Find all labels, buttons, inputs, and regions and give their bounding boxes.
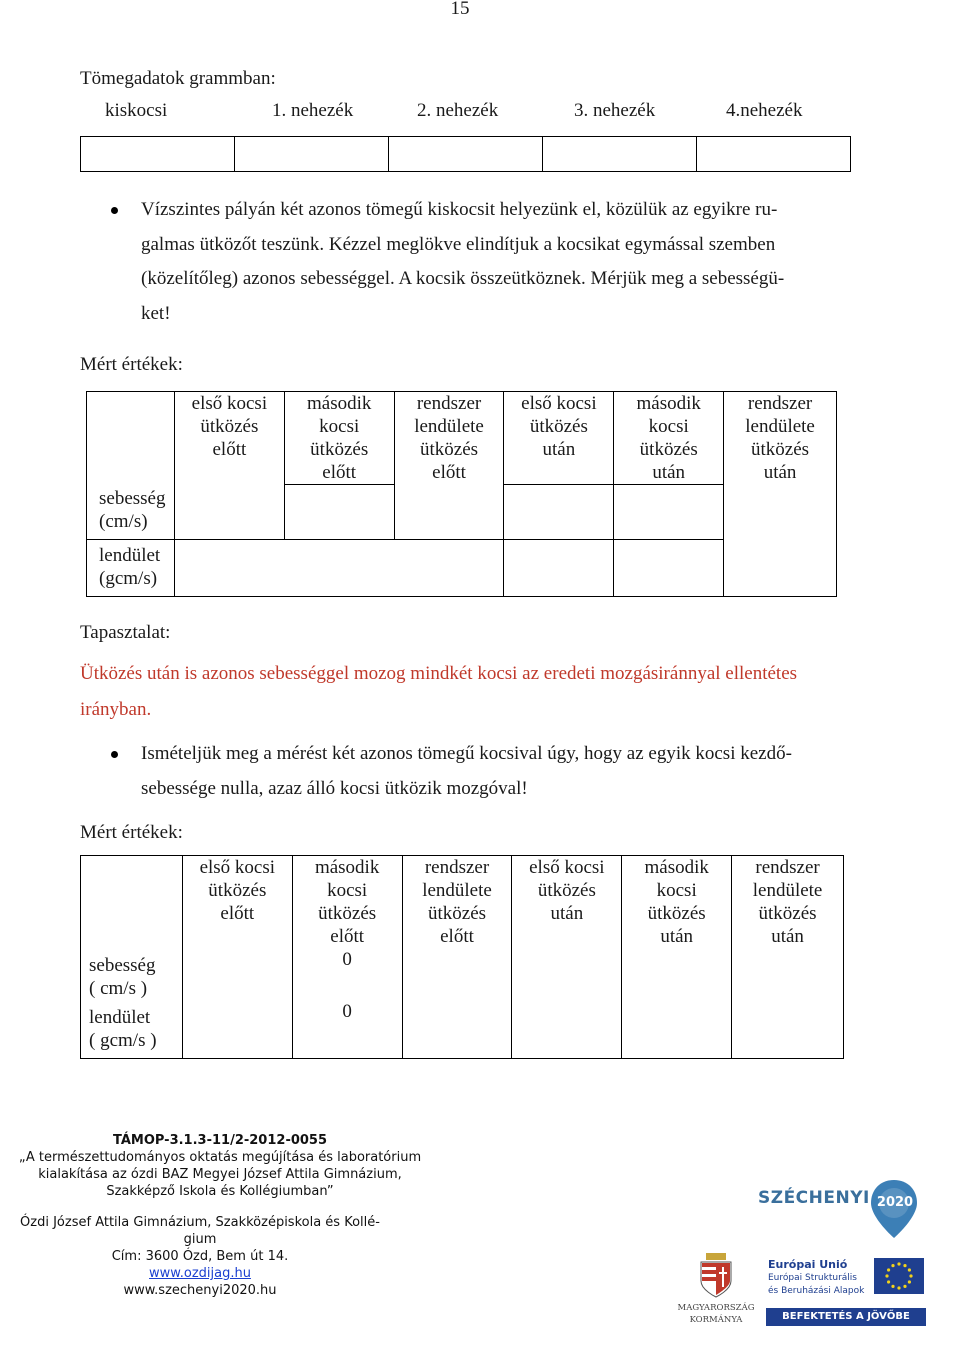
measurement-table-1 [86,391,837,597]
bullet1-line: Vízszintes pályán két azonos tömegű kiskocsit helyezünk el, közülük az egyikre ru- [141,199,778,220]
bullet2-line: Ismételjük meg a mérést két azonos tömegű kocsival úgy, hogy az egyik kocsi kezdő- [141,743,792,764]
mass-header-4: 4.nehezék [726,100,803,121]
mass-table [80,136,851,172]
header-second-before: második kocsi ütközés előtt [284,392,394,485]
mass-header-3: 3. nehezék [574,100,656,121]
t2-row-label-momentum: lendület ( gcm/s ) [81,1000,183,1058]
row-label-momentum: lendület (gcm/s) [87,540,175,597]
t2-header-second-after: második kocsi ütközés után [622,856,732,1059]
footer-line: „A természettudományos oktatás megújítása és laboratórium [18,1150,422,1165]
experience-line: Ütközés után is azonos sebességgel mozog mindkét kocsi az eredeti mozgásiránnyal ellentétes [80,663,798,684]
mass-header-kiskocsi: kiskocsi [105,100,168,121]
mass-header-2: 2. nehezék [417,100,499,121]
school-website-link[interactable]: www.ozdijag.hu [149,1266,251,1281]
eu-flag-icon [874,1258,924,1294]
bullet1-line: (közelítőleg) azonos sebességgel. A kocsik összeütköznek. Mérjük meg a sebességü- [141,268,785,289]
eu-funds-logo: Európai Unió Európai Strukturális és Beruházási Alapok BEFEKTETÉS A JÖVŐBE [762,1252,927,1332]
bullet1-line: galmas ütközőt teszünk. Kézzel meglökve elindítjuk a kocsikat egymással szemben [141,233,776,255]
bullet-icon [111,207,118,214]
cell-momentum-before[interactable] [174,540,504,597]
header-system-after: rendszer lendülete ütközés után [724,392,837,597]
measured-label: Mért értékek: [80,354,183,375]
szechenyi-2020-logo: SZÉCHENYI 2020 [758,1180,918,1240]
cell-second-before-velocity[interactable] [284,485,394,540]
t2-header-system-before: rendszer lendülete ütközés előtt [402,856,512,1059]
page-number: 15 [450,0,470,19]
szechenyi-website: www.szechenyi2020.hu [123,1283,277,1298]
header-second-after: második kocsi ütközés után [614,392,724,485]
footer-school-info [0,1214,400,1299]
footer-project-code: TÁMOP-3.1.3-11/2-2012-0055 [112,1133,328,1148]
t2-header-first-after: első kocsi ütközés után [512,856,622,1059]
t2-cell-second-before-velocity[interactable]: 0 [292,948,402,1000]
footer-line: Ózdi József Attila Gimnázium, Szakközépiskola és Kollé- [20,1215,380,1230]
invest-in-future-banner: BEFEKTETÉS A JÖVŐBE [766,1308,926,1326]
coat-of-arms-icon [696,1253,736,1299]
table2-corner [81,856,183,949]
mass-cell[interactable] [235,137,389,172]
measurement-table-2 [80,855,844,1059]
mass-header-1: 1. nehezék [272,100,354,121]
row-label-velocity: sebesség (cm/s) [87,392,175,540]
header-system-before: rendszer lendülete ütközés előtt [394,392,504,540]
footer-line: kialakítása az ózdi BAZ Megyei József Attila Gimnázium, [38,1167,402,1182]
bullet-icon [111,751,118,758]
cell-second-after-velocity[interactable] [614,485,724,540]
footer-line: Szakképző Iskola és Kollégiumban” [106,1184,334,1199]
experience-line: irányban. [80,699,152,720]
t2-header-second-before: második kocsi ütközés előtt [292,856,402,949]
t2-header-first-before: első kocsi ütközés előtt [182,856,292,1059]
footer-line: gium [183,1232,217,1247]
header-first-after: első kocsi ütközés után [504,392,614,485]
footer-address: Cím: 3600 Ózd, Bem út 14. [111,1249,289,1264]
mass-cell[interactable] [543,137,697,172]
mass-cell[interactable] [697,137,851,172]
hungary-government-logo: MAGYARORSZÁG KORMÁNYA [676,1253,756,1333]
header-first-before: első kocsi ütközés előtt [174,392,284,540]
measured-label-2: Mért értékek: [80,822,183,843]
t2-cell-second-before-momentum[interactable]: 0 [292,1000,402,1058]
experience-text [80,656,850,728]
mass-headers [105,100,845,128]
bullet2-text [141,737,841,806]
cell-first-after-velocity[interactable] [504,485,614,540]
bullet2-line: sebessége nulla, azaz álló kocsi ütközik mozgóval! [141,777,528,799]
t2-header-system-after: rendszer lendülete ütközés után [732,856,844,1059]
footer-project-info [0,1132,440,1200]
cell-second-after-momentum[interactable] [614,540,724,597]
bullet1-text [141,193,841,331]
bullet1-line: ket! [141,302,171,324]
cell-first-after-momentum[interactable] [504,540,614,597]
mass-cell[interactable] [81,137,235,172]
mass-intro: Tömegadatok grammban: [80,68,276,89]
mass-cell[interactable] [389,137,543,172]
experience-label: Tapasztalat: [80,622,171,643]
t2-row-label-velocity: sebesség ( cm/s ) [81,948,183,1000]
